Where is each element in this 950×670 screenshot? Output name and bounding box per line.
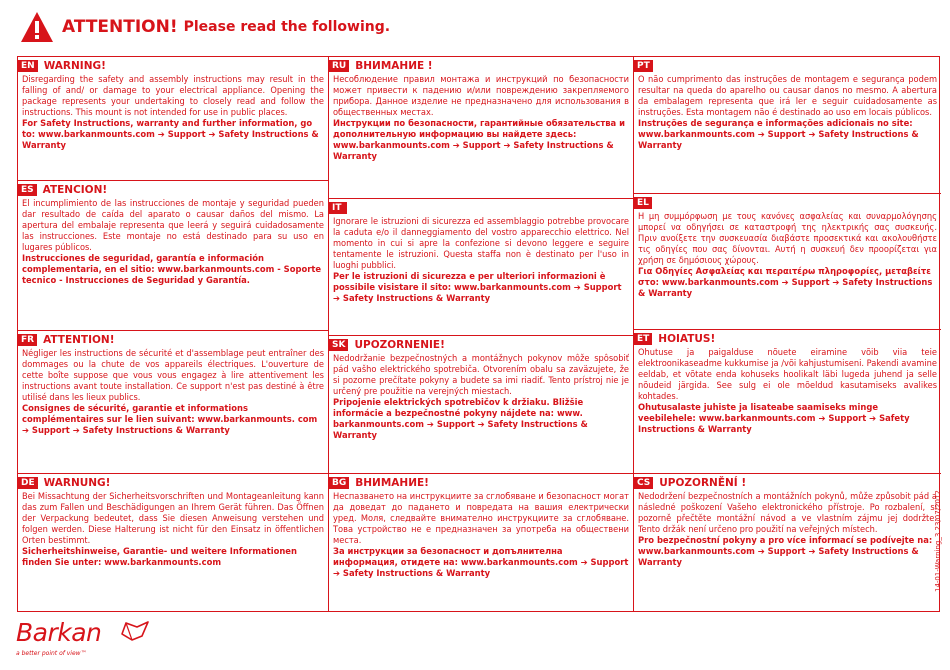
section-el — [634, 194, 941, 330]
section-info: Instruções de segurança e informações adicionais no site: www.barkanmounts.com ➔ Support ➔ Safety Instructions & Warranty — [638, 118, 919, 150]
logo-wordmark: Barkan — [16, 618, 102, 647]
language-code: EN — [18, 60, 38, 72]
column-1 — [18, 57, 329, 611]
section-cs — [634, 474, 941, 611]
section-header — [329, 59, 633, 73]
section-info: Инструкции по безопасности, гарантийные обязательства и дополнительную информацию вы найдете здесь: www.barkanmounts.com ➔ Support ➔ Safety Instructions & Warranty — [333, 118, 625, 161]
section-info: За инструкции за безопасност и допълнителна информация, отидете на: www.barkanmounts.com ➔ Support ➔ Safety Instructions & Warranty — [333, 546, 629, 578]
section-body: Ignorare le istruzioni di sicurezza ed assemblaggio potrebbe provocare la caduta e/o il danneggiamento del vostro apparecchio elettrico. Nel momento in cui si apre la confezione si devono leggere e seguire tentamente le istruzioni. Questa staffa non è destinato per l'uso in luoghi pubblici. — [333, 216, 629, 271]
section-header — [329, 476, 633, 490]
section-body: Nedodržanie bezpečnostných a montážnych pokynov môže spôsobiť pád vašho elektrického spotrebiča. Otvorením obalu sa zaväzujete, že si pozorne prečítate pokyny a budete sa imi riadiť. Tento prístroj nie je určený pre použitie na verejných miestach. — [333, 353, 629, 397]
brand-logo — [16, 618, 102, 657]
language-code: CS — [634, 477, 653, 489]
section-body: Nedodržení bezpečnostních a montážních pokynů, může způsobit pád a následné poškození Vašeho elektronického přístroje. Po rozbalení, si pozorně přečtěte montážní návod a ve vlastním zájmu jej dodržte. Tento držák není určeno pro použití na veřejných místech. — [638, 491, 937, 535]
section-info: For Safety Instructions, warranty and further information, go to: www.barkanmounts.com ➔ Support ➔ Safety Instructions & Warranty — [22, 118, 319, 150]
section-header — [634, 332, 941, 346]
section-body: Négliger les instructions de sécurité et d'assemblage peut entraîner des dommages ou la chute de vos appareils électriques. L'ouverture de cette boîte suppose que vous vous engagez à lire attentivement les instructions avant toute installation. Ce support n'est pas destiné à être utilisé dans les lieux publics. — [22, 348, 324, 403]
section-body: Η μη συμμόρφωση με τους κανόνες ασφαλείας και συναρμολόγησης μπορεί να οδηγήσει σε καταστροφή της ηλεκτρικής σας συσκευής. Πριν ανοίξετε την συσκευασία διαβάστε προσεκτικά και ακολουθήστε τις οδηγίες που σας δίνονται. Αυτή η συσκευή δεν προορίζεται για χρήση σε δημόσιους χώρους. — [638, 211, 937, 266]
warnings-grid — [17, 56, 940, 612]
section-body: Ohutuse ja paigalduse nõuete eiramine võib viia teie elektroonikaseadme kukkumise ja /või kahjustumiseni. Pakendi avamine eeldab, et võtate enda kohuseks hoolikalt läbi lugeda juhend ja selle nõudeid järgida. See sulg ei ole mõeldud kasutamiseks avalikes kohtades. — [638, 347, 937, 402]
section-title: UPOZORNENIE! — [354, 339, 445, 351]
section-info: Pripojenie elektrických spotrebičov k držiaku. Bližšie informácie a bezpečnostné pokyny nájdete na: www. barkanmounts.com ➔ Support ➔ Safety Instructions & Warranty — [333, 397, 588, 440]
section-info: Per le istruzioni di sicurezza e per ulteriori informazioni è possibile visistare il sito: www.barkanmounts.com ➔ Support ➔ Safety Instructions & Warranty — [333, 271, 622, 303]
language-code: ES — [18, 184, 37, 196]
section-body: Bei Missachtung der Sicherheitsvorschriften und Montageanleitung kann das zum Fallen und Beschädigungen an Ihrem Gerät führen. Das Öffnen der Verpackung bedeutet, dass Sie diesen Anweisung verstehen und folgen werden. Diese Halterung ist nicht für den Einsatz in öffentlichen Orten bestimmt. — [22, 491, 324, 546]
language-code: IT — [329, 202, 347, 214]
section-title: UPOZORNĚNÍ ! — [659, 477, 747, 489]
header — [20, 8, 390, 46]
section-info: Ohutusalaste juhiste ja lisateabe saamiseks minge veebilehele: www.barkanmounts.com ➔ Support ➔ Safety Instructions & Warranty — [638, 402, 910, 434]
section-info: Consignes de sécurité, garantie et informations complémentaires sur le lien suivant: www.barkanmounts. com ➔ Support ➔ Safety Instructions & Warranty — [22, 403, 318, 435]
section-info: Sicherheitshinweise, Garantie- und weitere Informationen finden Sie unter: www.barkanmounts.com — [22, 546, 297, 567]
section-es — [18, 181, 328, 331]
section-info: Pro bezpečnostní pokyny a pro více informací se podívejte na: www.barkanmounts.com ➔ Support ➔ Safety Instructions & Warranty — [638, 535, 933, 567]
language-code: EL — [634, 197, 652, 209]
section-it — [329, 199, 633, 336]
section-info: Instrucciones de seguridad, garantía e información complementaria, en el sitio: www.barkanmounts.com - Soporte tecnico - Instrucciones de Seguridad y Garantía. — [22, 253, 322, 285]
document-code: 14-01-Warning_3 23/07/2012 — [934, 490, 942, 592]
section-body: El incumplimiento de las instrucciones de montaje y seguridad pueden dar resultado de caída del aparato o causar daños del mismo. La apertura del embalaje representa que leerá y seguirá cuidadosamente las instrucciones. Este montaje no está destinado para su uso en lugares públicos. — [22, 198, 324, 253]
section-fr — [18, 331, 328, 474]
section-title: ATTENTION! — [43, 334, 115, 346]
column-2 — [329, 57, 634, 611]
logo-tagline: a better point of view™ — [16, 650, 87, 657]
section-title: WARNING! — [43, 60, 106, 72]
section-body: Несоблюдение правил монтажа и инструкций по безопасности может привести к падению и/или повреждению закрепляемого прибора. Данное изделие не предназначено для использования в общественных местах. — [333, 74, 629, 118]
warning-triangle-icon — [20, 11, 54, 43]
section-header — [329, 201, 633, 215]
section-title: ATENCION! — [42, 184, 108, 196]
section-title: ВНИМАНИЕ! — [355, 477, 429, 489]
section-body: O não cumprimento das instruções de montagem e segurança podem resultar na queda do aparelho ou causar danos no mesmo. A abertura da embalagem representa que irá ler e seguir cuidadosamente as instruções. Esta montagem não é destinado ao uso em locais públicos. — [638, 74, 937, 118]
section-body: Disregarding the safety and assembly instructions may result in the falling of and/ or damage to your electrical appliance. Opening the package represents your undertaking to closely read and follow the instructions. This mount is not intended for use in public places. — [22, 74, 324, 118]
section-body: Неспазването на инструкциите за сглобяване и безопасност могат да доведат до падането и повредата на вашия електрически уред. Моля, следвайте внимателно инструкциите за сглобяване. Това устройство не е предназначен за употреба на обществени места. — [333, 491, 629, 546]
section-ru — [329, 57, 633, 199]
section-en — [18, 57, 328, 181]
section-de — [18, 474, 328, 611]
section-header — [329, 338, 633, 352]
section-header — [634, 196, 941, 210]
page-subtitle: Please read the following. — [183, 19, 391, 35]
language-code: FR — [18, 334, 37, 346]
logo-mark-icon — [120, 620, 150, 642]
section-header — [634, 476, 941, 490]
section-header — [634, 59, 941, 73]
column-3 — [634, 57, 941, 611]
section-pt — [634, 57, 941, 194]
section-title: HOIATUS! — [658, 333, 716, 345]
language-code: PT — [634, 60, 653, 72]
section-header — [18, 476, 328, 490]
language-code: SK — [329, 339, 348, 351]
language-code: DE — [18, 477, 38, 489]
section-header — [18, 59, 328, 73]
page-title: ATTENTION! — [62, 17, 178, 37]
section-et — [634, 330, 941, 474]
language-code: RU — [329, 60, 349, 72]
section-header — [18, 183, 328, 197]
section-sk — [329, 336, 633, 474]
section-title: ВНИМАНИЕ ! — [355, 60, 433, 72]
language-code: ET — [634, 333, 652, 345]
section-info: Για Οδηγίες Ασφαλείας και περαιτέρω πληροφορίες, μεταβείτε στο: www.barkanmounts.com ➔ Support ➔ Safety Instructions & Warranty — [638, 266, 933, 298]
section-header — [18, 333, 328, 347]
section-bg — [329, 474, 633, 611]
language-code: BG — [329, 477, 349, 489]
section-title: WARNUNG! — [43, 477, 111, 489]
